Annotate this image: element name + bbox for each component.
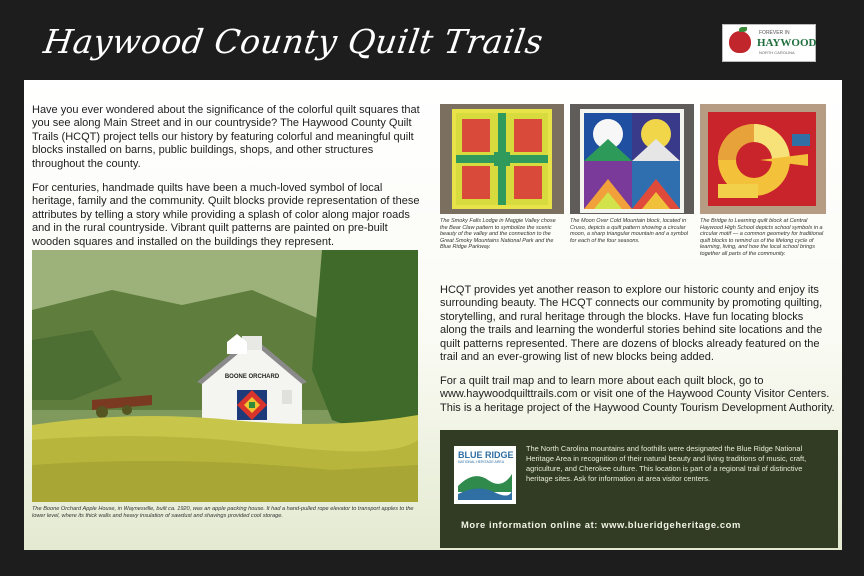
barn-photo-illustration	[32, 250, 418, 502]
barn-sign-text: BOONE ORCHARD	[224, 374, 280, 380]
quilt-photo-moon-mountain	[570, 104, 694, 214]
intro-paragraph-2: For centuries, handmade quilts have been a much-loved symbol of local heritage, family and the community. Quilt blocks provide representation of these attributes by telling a story while providing a splash of color along major roads and in the rural countryside. Vibrant quilt patterns are painted on pre-built wooden squares and installed on the buildings they represent.	[32, 182, 420, 248]
intro-paragraph-1: Have you ever wondered about the significance of the colorful quilt squares that you see along Main Street and in our countryside? The Haywood County Quilt Trails (HCQT) project tells our history by featuring colorful and meaningful quilt blocks installed on barns, public buildings, shops, and other structures throughout the county.	[32, 104, 420, 170]
logo-small-text: FOREVER IN	[759, 30, 790, 36]
haywood-logo	[722, 24, 816, 62]
quilt-photo-bear-claw	[440, 104, 564, 214]
blue-ridge-logo	[454, 446, 516, 504]
barn-photo	[32, 250, 418, 502]
body-paragraph-3: HCQT provides yet another reason to explore our historic county and enjoy its surrounding beauty. The HCQT connects our community by promoting quilting, storytelling, and rural heritage through the blocks. Have fun locating blocks along the trails and learning the wonderful stories behind site locations and the quilt patterns represented. There are dozens of blocks already featured on the trail and an ever-growing list of new blocks being added.	[440, 284, 823, 364]
quilt-caption-3: The Bridge to Learning quilt block at Central Haywood High School depicts school symbols in a circular motif — a common geometry for traditional quilt blocks to remind us of the lifelong cycle of learning, living, and how the local school brings together all parts of the community.	[700, 218, 824, 257]
quilt-caption-2: The Moon Over Cold Mountain block, located in Cruso, depicts a quilt pattern showing a circular moon, a sharp triangular mountain and a symbol for each of the four seasons.	[570, 218, 689, 244]
bear-claw-block	[440, 104, 564, 214]
apple-icon	[729, 31, 751, 53]
leaf-icon	[739, 27, 747, 32]
logo-sub-text: NORTH CAROLINA	[759, 50, 795, 55]
photo-caption: The Boone Orchard Apple House, in Waynesville, built ca. 1920, was an apple packing house. It had a hand-pulled rope elevator to transport apples to the lower level, where its thick walls and heavy insulation of sawdust and shavings provided cool storage.	[32, 506, 414, 519]
moon-mountain-block	[570, 104, 694, 214]
logo-main-text: HAYWOOD	[757, 37, 817, 49]
blue-ridge-logo-title: BLUE RIDGE	[458, 450, 514, 460]
mountain-icon	[454, 446, 516, 504]
quilt-caption-1: The Smoky Falls Lodge in Maggie Valley chose the Bear Claw pattern to symbolize the scenic beauty of the valley and the connection to the Great Smoky Mountains National Park and the Blue Ridge Parkway.	[440, 218, 556, 250]
blue-ridge-more-info-link[interactable]: More information online at: www.blueridgeheritage.com	[461, 519, 741, 530]
blue-ridge-text: The North Carolina mountains and foothills were designated the Blue Ridge National Heritage Area in recognition of their natural beauty and living traditions of music, craft, agriculture, and Cherokee culture. This location is part of a regional trail of distinctive heritage sites. Ask for information at area visitor centers.	[526, 444, 807, 483]
quilt-photo-bridge-learning	[700, 104, 826, 214]
bridge-learning-block	[700, 104, 826, 214]
body-paragraph-4: For a quilt trail map and to learn more about each quilt block, go to www.haywoodquilttrails.com or visit one of the Haywood County Visitor Centers. This is a heritage project of the Haywood County Tourism Development Authority.	[440, 375, 835, 414]
blue-ridge-logo-subtitle: NATIONAL HERITAGE AREA	[458, 460, 505, 464]
page-title: Haywood County Quilt Trails	[41, 22, 546, 61]
